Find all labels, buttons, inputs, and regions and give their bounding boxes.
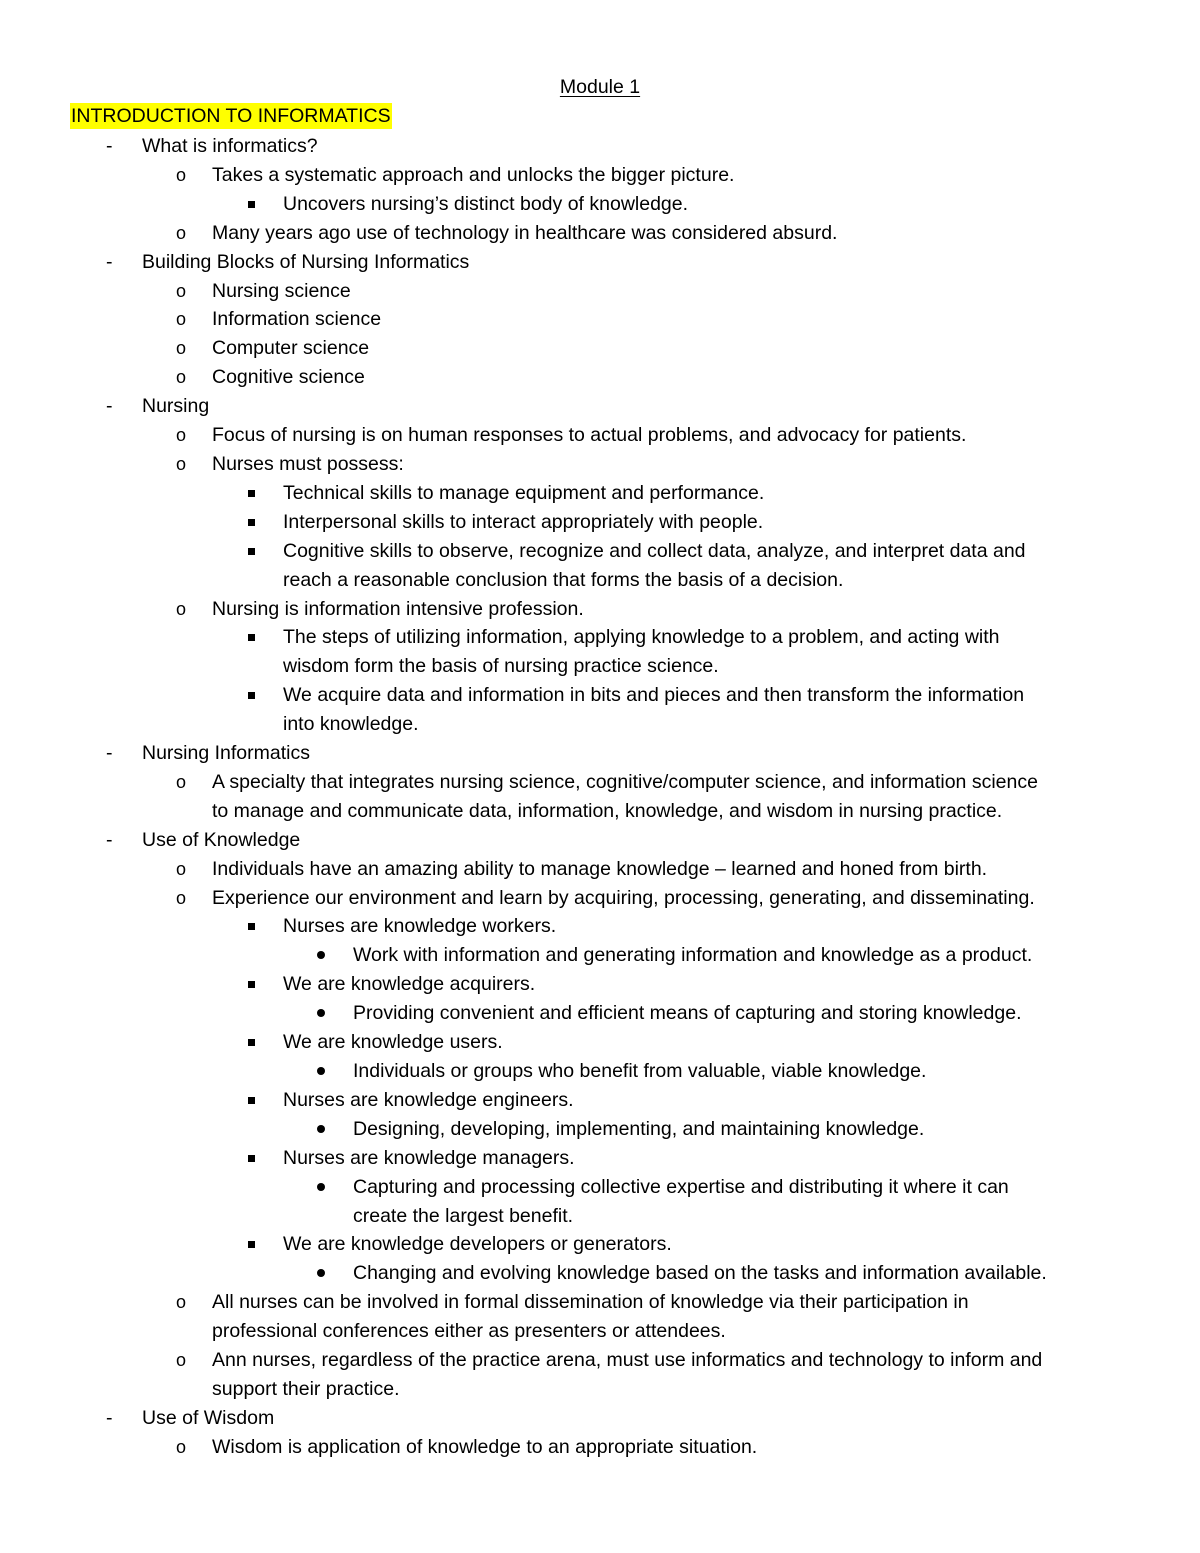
outline-item-level-1 [0,219,1200,248]
dot-bullet-icon [317,951,325,959]
outline-item-level-2 [0,1086,1200,1115]
square-bullet-icon [248,692,255,699]
outline-item-continuation [0,566,1200,595]
outline-item-text: What is informatics? [142,135,318,157]
dot-bullet-icon [317,1067,325,1075]
outline-item-text: Cognitive skills to observe, recognize and collect data, analyze, and interpret data and [283,539,1026,562]
outline-item-level-0 [0,739,1200,768]
outline-item-text: We acquire data and information in bits and pieces and then transform the information [283,684,1025,707]
outline-list [0,132,1200,1462]
outline-item-level-3 [0,1057,1200,1086]
square-bullet-icon [248,981,255,988]
outline-item-level-1 [0,855,1200,884]
outline-item-level-1 [0,595,1200,624]
outline-item-text: Uncovers nursing’s distinct body of knowledge. [283,192,689,215]
outline-item-level-2 [0,190,1200,219]
outline-item-level-1 [0,450,1200,479]
section-heading: INTRODUCTION TO INFORMATICS [71,105,391,127]
outline-item-text: Individuals have an amazing ability to manage knowledge – learned and honed from birth. [212,857,988,880]
dot-bullet-icon [317,1125,325,1133]
circle-bullet-icon: o [176,453,187,474]
outline-item-level-1 [0,277,1200,306]
outline-item-text: reach a reasonable conclusion that forms the basis of a decision. [283,568,844,591]
outline-item-text: We are knowledge acquirers. [283,973,536,996]
outline-item-text: Technical skills to manage equipment and performance. [283,481,765,504]
outline-item-level-3 [0,1173,1200,1202]
circle-bullet-icon: o [176,887,187,908]
outline-item-level-1 [0,768,1200,797]
circle-bullet-icon: o [176,367,187,388]
dot-bullet-icon [317,1183,325,1191]
outline-item-level-2 [0,508,1200,537]
outline-item-text: support their practice. [212,1377,400,1400]
outline-item-level-0 [0,248,1200,277]
dash-bullet-icon: - [106,250,113,273]
outline-item-level-2 [0,1028,1200,1057]
outline-item-continuation [0,797,1200,826]
outline-item-level-1 [0,305,1200,334]
outline-item-text: Focus of nursing is on human responses to actual problems, and advocacy for patients. [212,424,967,447]
outline-item-level-1 [0,334,1200,363]
outline-item-text: Capturing and processing collective expertise and distributing it where it can [353,1175,1009,1198]
square-bullet-icon [248,519,255,526]
outline-item-continuation [0,1317,1200,1346]
outline-item-level-3 [0,1115,1200,1144]
dot-bullet-icon [317,1269,325,1277]
outline-item-text: A specialty that integrates nursing science, cognitive/computer science, and information science [212,770,1038,793]
document-title [0,74,1200,100]
outline-item-text: into knowledge. [283,713,419,736]
outline-item-text: Nurses are knowledge managers. [283,1146,575,1169]
outline-item-level-0 [0,132,1200,161]
circle-bullet-icon: o [176,771,187,792]
square-bullet-icon [248,1097,255,1104]
outline-item-continuation [0,652,1200,681]
outline-item-text: Use of Wisdom [142,1406,275,1429]
outline-item-text: Nursing science [212,279,351,302]
square-bullet-icon [248,923,255,930]
document-title-text: Module 1 [559,76,641,98]
outline-item-text: Nursing [142,395,210,418]
dash-bullet-icon: - [106,395,113,418]
outline-item-text: Use of Knowledge [142,828,301,851]
outline-item-level-1 [0,161,1200,190]
outline-item-level-2 [0,537,1200,566]
outline-item-text: Nursing is information intensive profession. [212,597,584,620]
outline-item-text: Nurses are knowledge engineers. [283,1088,574,1111]
circle-bullet-icon: o [176,1350,187,1371]
square-bullet-icon [248,1039,255,1046]
outline-item-text: All nurses can be involved in formal dissemination of knowledge via their participation in [212,1291,969,1314]
square-bullet-icon [248,1155,255,1162]
outline-item-level-0 [0,826,1200,855]
outline-item-level-1 [0,884,1200,913]
circle-bullet-icon: o [176,1292,187,1313]
outline-item-text: We are knowledge developers or generators. [283,1233,672,1256]
outline-item-level-3 [0,999,1200,1028]
outline-item-level-0 [0,392,1200,421]
outline-item-text: Computer science [212,337,370,360]
outline-item-text: to manage and communicate data, information, knowledge, and wisdom in nursing practice. [212,799,1003,822]
outline-item-text: Many years ago use of technology in healthcare was considered absurd. [212,221,838,244]
outline-item-level-2 [0,970,1200,999]
outline-item-continuation [0,1202,1200,1231]
outline-item-text: The steps of utilizing information, applying knowledge to a problem, and acting with [283,626,1000,649]
square-bullet-icon [248,634,255,641]
outline-item-level-2 [0,1230,1200,1259]
outline-item-text: Wisdom is application of knowledge to an appropriate situation. [212,1435,758,1458]
outline-item-level-2 [0,1144,1200,1173]
dot-bullet-icon [317,1009,325,1017]
outline-item-text: Information science [212,308,382,331]
circle-bullet-icon: o [176,1436,187,1457]
circle-bullet-icon: o [176,338,187,359]
circle-bullet-icon: o [176,280,187,301]
outline-item-text: professional conferences either as presenters or attendees. [212,1320,726,1343]
outline-item-text: Cognitive science [212,366,365,389]
dash-bullet-icon: - [106,1406,113,1429]
circle-bullet-icon: o [176,222,187,243]
outline-item-text: Designing, developing, implementing, and maintaining knowledge. [353,1117,925,1140]
circle-bullet-icon: o [176,858,187,879]
outline-item-level-0 [0,1404,1200,1433]
outline-item-level-1 [0,1288,1200,1317]
outline-item-text: Ann nurses, regardless of the practice arena, must use informatics and technology to inform and [212,1349,1043,1372]
outline-item-level-1 [0,1433,1200,1462]
dash-bullet-icon: - [106,135,113,157]
outline-item-text: Providing convenient and efficient means of capturing and storing knowledge. [353,1002,1022,1025]
outline-item-level-2 [0,912,1200,941]
outline-item-text: wisdom form the basis of nursing practice science. [283,655,719,678]
outline-item-text: Nurses are knowledge workers. [283,915,557,938]
outline-item-text: Interpersonal skills to interact appropriately with people. [283,510,764,533]
outline-item-text: Individuals or groups who benefit from valuable, viable knowledge. [353,1060,927,1082]
outline-item-text: We are knowledge users. [283,1031,503,1054]
outline-item-level-3 [0,1259,1200,1288]
outline-item-text: Takes a systematic approach and unlocks the bigger picture. [212,163,735,186]
outline-item-continuation [0,710,1200,739]
outline-item-text: Work with information and generating information and knowledge as a product. [353,944,1033,967]
square-bullet-icon [248,1241,255,1248]
outline-item-text: Building Blocks of Nursing Informatics [142,250,470,273]
outline-item-level-1 [0,421,1200,450]
square-bullet-icon [248,548,255,555]
dash-bullet-icon: - [106,828,113,851]
outline-item-level-1 [0,363,1200,392]
outline-item-text: Experience our environment and learn by acquiring, processing, generating, and disseminating. [212,886,1035,909]
outline-item-level-2 [0,681,1200,710]
outline-item-text: Nurses must possess: [212,452,404,475]
circle-bullet-icon: o [176,598,187,619]
outline-item-continuation [0,1375,1200,1404]
outline-item-level-1 [0,1346,1200,1375]
outline-item-level-2 [0,623,1200,652]
outline-item-level-2 [0,479,1200,508]
circle-bullet-icon: o [176,164,187,185]
circle-bullet-icon: o [176,309,187,330]
outline-item-text: create the largest benefit. [353,1204,574,1227]
circle-bullet-icon: o [176,425,187,446]
dash-bullet-icon: - [106,742,113,765]
outline-item-text: Nursing Informatics [142,742,310,765]
outline-item-text: Changing and evolving knowledge based on the tasks and information available. [353,1262,1047,1285]
outline-item-level-3 [0,941,1200,970]
square-bullet-icon [248,490,255,497]
square-bullet-icon [248,201,255,208]
